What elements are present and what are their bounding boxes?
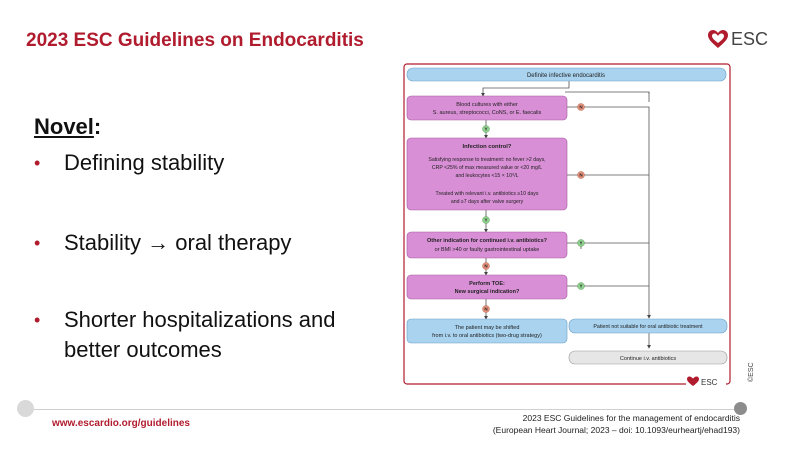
diagram-esc-logo <box>686 375 726 387</box>
continue-text: Continue i.v. antibiotics <box>619 356 677 362</box>
step2-title: Infection control? <box>462 144 512 150</box>
bullet-item <box>34 305 394 365</box>
yes-label: Y <box>579 283 583 289</box>
shift-line: The patient may be shifted <box>454 325 520 331</box>
no-label: N <box>579 104 583 110</box>
no-label: N <box>484 263 488 269</box>
step4-line: Perform TOE: <box>469 281 505 287</box>
step3-line: Other indication for continued i.v. antibiotics? <box>427 238 547 244</box>
footer-divider <box>26 409 741 410</box>
step4-box <box>407 275 567 299</box>
step3-box <box>407 232 567 258</box>
bullet-text: Stability → oral therapy <box>64 230 292 255</box>
bullet-item <box>34 148 394 178</box>
step2-line: and leukocytes <15 × 10⁹/L <box>455 173 519 179</box>
shift-line: from i.v. to oral antibiotics (two-drug strategy) <box>432 333 542 339</box>
flowchart <box>403 62 733 390</box>
step3-line: or BMI >40 or faulty gastrointestinal uptake <box>434 247 540 253</box>
novel-colon: : <box>93 114 102 139</box>
bullet-dot-icon: • <box>34 233 41 253</box>
logo-text: ESC <box>731 28 769 49</box>
yes-label: Y <box>484 126 488 132</box>
citation <box>440 412 740 436</box>
footer-link[interactable]: www.escardio.org/guidelines <box>52 418 190 429</box>
step2-line: Satisfying response to treatment: no fever >2 days, <box>428 157 546 163</box>
step1-box <box>407 96 567 120</box>
heart-icon <box>707 28 729 50</box>
not-suitable-text: Patient not suitable for oral antibiotic treatment <box>593 324 703 330</box>
step4-line: New surgical indication? <box>454 289 520 295</box>
bullet-text: Shorter hospitalizations and better outcomes <box>64 307 336 362</box>
bullet-item <box>34 228 394 258</box>
novel-label: Novel <box>34 114 94 139</box>
step1-line: S. aureus, streptococci, CoNS, or E. faecalis <box>432 110 542 116</box>
start-text: Definite infective endocarditis <box>526 73 606 79</box>
bullet-dot-icon: • <box>34 153 41 173</box>
yes-label: Y <box>579 240 583 246</box>
no-label: N <box>484 306 488 312</box>
no-label: N <box>579 172 583 178</box>
slide-title: 2023 ESC Guidelines on Endocarditis <box>26 30 364 51</box>
citation-line: (European Heart Journal; 2023 – doi: 10.1093/eurheartj/ehad193) <box>492 425 740 435</box>
step1-line: Blood cultures with either <box>456 102 518 108</box>
esc-logo <box>707 28 768 50</box>
novel-heading <box>34 114 101 140</box>
step2-line: and ≥7 days after valve surgery <box>450 199 524 205</box>
yes-label: Y <box>484 217 488 223</box>
diagram-logo-text: ESC <box>701 378 718 387</box>
shift-box <box>407 319 567 343</box>
step2-line: Treated with relevant i.v. antibiotics ≥10 days <box>435 191 539 197</box>
footer-dot-left <box>17 400 34 417</box>
bullet-dot-icon: • <box>34 310 41 330</box>
copyright-text: ©ESC <box>748 362 755 382</box>
step2-line: CRP <25% of max measured value or <20 mg/L <box>431 165 543 171</box>
bullet-text: Defining stability <box>64 150 225 175</box>
citation-line: 2023 ESC Guidelines for the management of endocarditis <box>522 413 740 423</box>
